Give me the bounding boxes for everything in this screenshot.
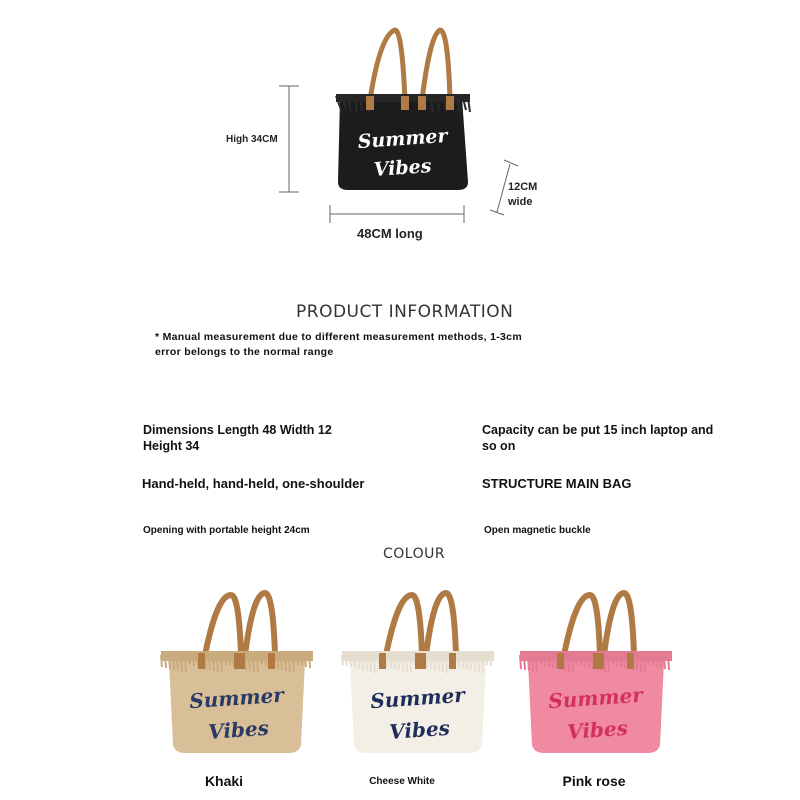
spec-opening: Opening with portable height 24cm — [143, 525, 310, 536]
colour-label-cheese-white[interactable]: Cheese White — [369, 776, 435, 787]
product-information-title: PRODUCT INFORMATION — [296, 302, 514, 322]
black-bag-illustration — [0, 0, 800, 250]
length-dimension-line — [330, 205, 464, 223]
black-bag-text-line1: Summer — [357, 124, 449, 154]
measurement-note — [155, 330, 522, 360]
spec-capacity — [482, 422, 713, 454]
colour-bag-text-line1: Summer — [369, 682, 466, 714]
spec-dimensions-line1: Dimensions Length 48 Width 12 — [143, 423, 332, 437]
colour-bag-1[interactable] — [342, 593, 494, 753]
colour-bag-text-line2: Vibes — [388, 715, 451, 744]
spec-capacity-line1: Capacity can be put 15 inch laptop and — [482, 423, 714, 437]
colour-bag-text-line2: Vibes — [566, 715, 629, 744]
spec-carry: Hand-held, hand-held, one-shoulder — [142, 476, 365, 491]
spec-buckle: Open magnetic buckle — [484, 525, 591, 536]
width-label — [508, 180, 537, 210]
black-bag-text-line2: Vibes — [373, 155, 433, 182]
colour-bag-text-line1: Summer — [547, 682, 644, 714]
colour-label-pink-rose[interactable]: Pink rose — [562, 773, 626, 789]
height-label: High 34CM — [226, 134, 278, 145]
measurement-note-line2: error belongs to the normal range — [155, 346, 334, 358]
colour-bag-0[interactable] — [161, 593, 313, 753]
colour-bag-text-line1: Summer — [188, 682, 285, 714]
length-label: 48CM long — [357, 226, 423, 241]
colour-bags-illustration — [0, 585, 800, 765]
colour-label-khaki[interactable]: Khaki — [204, 773, 244, 789]
width-label-line2: wide — [508, 196, 533, 208]
spec-capacity-line2: so on — [482, 439, 516, 453]
measurement-note-line1: * Manual measurement due to different measurement methods, 1-3cm — [155, 331, 522, 343]
spec-structure: STRUCTURE MAIN BAG — [482, 476, 632, 491]
height-dimension-line — [279, 86, 299, 192]
width-label-line1: 12CM — [508, 181, 538, 193]
colour-bag-2[interactable] — [520, 593, 672, 753]
colour-bag-text-line2: Vibes — [207, 715, 270, 744]
spec-dimensions — [143, 422, 332, 454]
black-bag-straps — [370, 30, 450, 100]
colour-swatches — [0, 585, 800, 800]
dimension-diagram — [0, 0, 800, 250]
spec-dimensions-line2: Height 34 — [143, 439, 200, 453]
colour-title: COLOUR — [383, 546, 446, 562]
